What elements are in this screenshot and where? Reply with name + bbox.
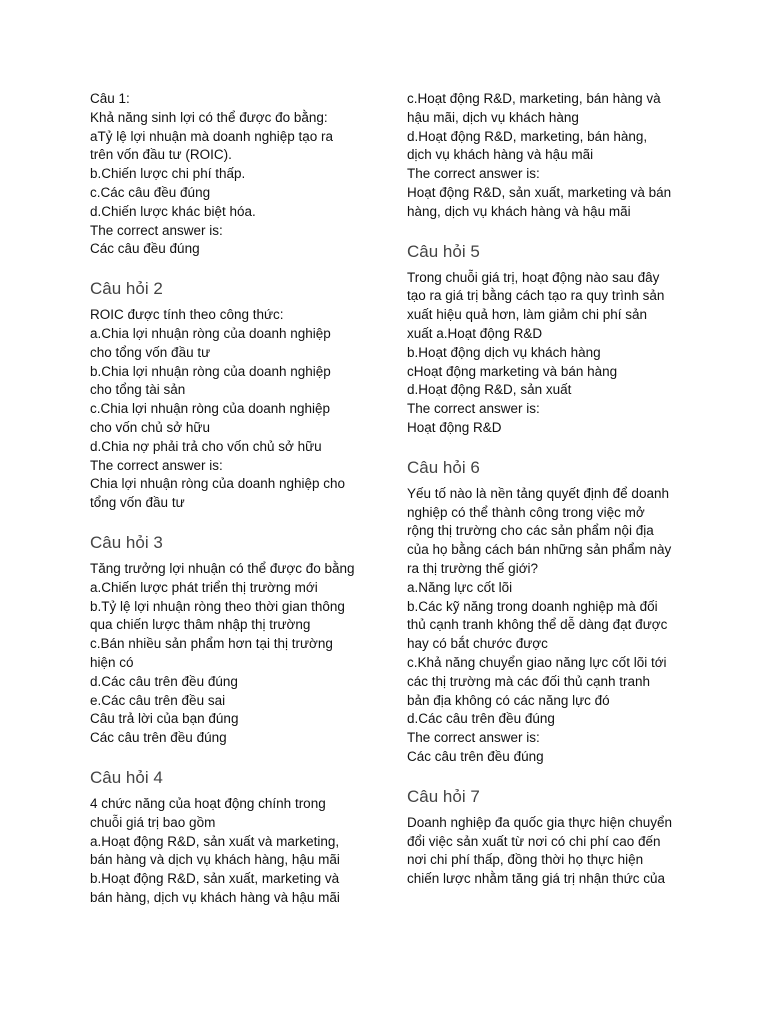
text-line: c.Khả năng chuyển giao năng lực cốt lõi tới bbox=[407, 654, 667, 670]
text-line: hậu mãi, dịch vụ khách hàng bbox=[407, 109, 579, 125]
text-line: của họ bằng cách bán những sản phẩm này bbox=[407, 542, 672, 558]
text-line: The correct answer is: bbox=[90, 222, 223, 238]
right-column bbox=[407, 90, 689, 889]
text-line: bán hàng, dịch vụ khách hàng và hậu mãi bbox=[90, 889, 340, 905]
text-line: d.Hoạt động R&D, sản xuất bbox=[407, 382, 572, 398]
question-heading: Câu hỏi 4 bbox=[90, 767, 163, 787]
question-heading: Câu hỏi 5 bbox=[407, 241, 480, 261]
text-line: b.Tỷ lệ lợi nhuận ròng theo thời gian thông bbox=[90, 598, 345, 614]
text-line: d.Các câu trên đều đúng bbox=[90, 673, 238, 689]
text-line: rộng thị trường cho các sản phẩm nội địa bbox=[407, 523, 654, 539]
text-line: cho tổng tài sản bbox=[90, 382, 186, 398]
text-line: dịch vụ khách hàng và hậu mãi bbox=[407, 147, 594, 163]
text-line: d.Các câu trên đều đúng bbox=[407, 711, 555, 727]
text-line: b.Hoạt động R&D, sản xuất, marketing và bbox=[90, 871, 340, 887]
text-line: 4 chức năng của hoạt động chính trong bbox=[90, 795, 326, 811]
text-line: cho tổng vốn đầu tư bbox=[90, 344, 211, 360]
text-line: a.Năng lực cốt lõi bbox=[407, 579, 513, 595]
text-line: xuất a.Hoạt động R&D bbox=[407, 325, 543, 341]
text-line: The correct answer is: bbox=[90, 457, 223, 473]
text-line: c.Các câu đều đúng bbox=[90, 184, 211, 200]
text-line: b.Hoạt động dịch vụ khách hàng bbox=[407, 344, 601, 360]
text-line: hay có bắt chước được bbox=[407, 636, 548, 652]
text-line: nơi chi phí thấp, đồng thời họ thực hiện bbox=[407, 852, 644, 868]
text-line: a.Hoạt động R&D, sản xuất và marketing, bbox=[90, 833, 340, 849]
text-line: The correct answer is: bbox=[407, 401, 540, 417]
text-line: e.Các câu trên đều sai bbox=[90, 692, 226, 708]
text-line: chuỗi giá trị bao gồm bbox=[90, 814, 216, 830]
text-line: ROIC được tính theo công thức: bbox=[90, 307, 284, 323]
text-line: b.Các kỹ năng trong doanh nghiệp mà đối bbox=[407, 598, 658, 614]
text-line: các thị trường mà các đối thủ cạnh tranh bbox=[407, 673, 651, 689]
question-heading: Câu hỏi 3 bbox=[90, 532, 163, 552]
text-line: trên vốn đầu tư (ROIC). bbox=[90, 147, 232, 163]
text-line: bản địa không có các năng lực đó bbox=[407, 692, 610, 708]
text-line: hàng, dịch vụ khách hàng và hậu mãi bbox=[407, 203, 631, 219]
text-line: aTỷ lệ lợi nhuận mà doanh nghiệp tạo ra bbox=[90, 128, 334, 144]
text-line: Doanh nghiệp đa quốc gia thực hiện chuyển bbox=[407, 814, 672, 830]
text-line: Trong chuỗi giá trị, hoạt động nào sau đây bbox=[407, 269, 660, 285]
text-line: Hoạt động R&D bbox=[407, 419, 502, 435]
text-line: xuất hiệu quả hơn, làm giảm chi phí sản bbox=[407, 307, 647, 323]
text-line: b.Chiến lược chi phí thấp. bbox=[90, 166, 246, 182]
text-line: qua chiến lược thâm nhập thị trường bbox=[90, 617, 311, 633]
text-line: The correct answer is: bbox=[407, 730, 540, 746]
text-line: tạo ra giá trị bằng cách tạo ra quy trình sản bbox=[407, 288, 665, 304]
text-line: đổi việc sản xuất từ nơi có chi phí cao đến bbox=[407, 833, 661, 849]
question-heading: Câu hỏi 6 bbox=[407, 457, 480, 477]
text-line: d.Hoạt động R&D, marketing, bán hàng, bbox=[407, 128, 648, 144]
text-line: Các câu đều đúng bbox=[90, 241, 200, 257]
text-line: bán hàng và dịch vụ khách hàng, hậu mãi bbox=[90, 852, 340, 868]
text-line: cho vốn chủ sở hữu bbox=[90, 419, 210, 435]
text-line: Hoạt động R&D, sản xuất, marketing và bán bbox=[407, 184, 672, 200]
text-line: c.Bán nhiều sản phẩm hơn tại thị trường bbox=[90, 636, 333, 652]
text-line: a.Chia lợi nhuận ròng của doanh nghiệp bbox=[90, 325, 331, 341]
text-line: Chia lợi nhuận ròng của doanh nghiệp cho bbox=[90, 476, 346, 492]
text-line: hiện có bbox=[90, 654, 134, 670]
text-line: nghiệp có thể thành công trong việc mở bbox=[407, 504, 645, 520]
text-line: Câu 1: bbox=[90, 91, 130, 106]
text-line: d.Chia nợ phải trả cho vốn chủ sở hữu bbox=[90, 438, 322, 454]
text-line: Các câu trên đều đúng bbox=[90, 730, 227, 746]
text-line: c.Chia lợi nhuận ròng của doanh nghiệp bbox=[90, 401, 331, 417]
text-line: Tăng trưởng lợi nhuận có thể được đo bằng bbox=[90, 560, 355, 576]
text-line: Câu trả lời của bạn đúng bbox=[90, 711, 239, 727]
text-line: cHoạt động marketing và bán hàng bbox=[407, 363, 618, 379]
text-line: b.Chia lợi nhuận ròng của doanh nghiệp bbox=[90, 363, 331, 379]
text-line: The correct answer is: bbox=[407, 166, 540, 182]
text-line: Các câu trên đều đúng bbox=[407, 748, 544, 764]
text-line: chiến lược nhằm tăng giá trị nhận thức của bbox=[407, 871, 666, 887]
text-line: a.Chiến lược phát triển thị trường mới bbox=[90, 579, 318, 595]
text-line: c.Hoạt động R&D, marketing, bán hàng và bbox=[407, 91, 661, 106]
text-line: Yếu tố nào là nền tảng quyết định để doanh bbox=[407, 485, 669, 501]
text-line: thủ cạnh tranh không thể dễ dàng đạt được bbox=[407, 617, 668, 633]
text-line: Khả năng sinh lợi có thể được đo bằng: bbox=[90, 109, 328, 125]
left-column bbox=[90, 90, 372, 908]
text-line: ra thị trường thế giới? bbox=[407, 560, 539, 576]
question-heading: Câu hỏi 7 bbox=[407, 786, 480, 806]
text-line: tổng vốn đầu tư bbox=[90, 495, 185, 511]
question-heading: Câu hỏi 2 bbox=[90, 279, 163, 299]
text-line: d.Chiến lược khác biệt hóa. bbox=[90, 203, 256, 219]
